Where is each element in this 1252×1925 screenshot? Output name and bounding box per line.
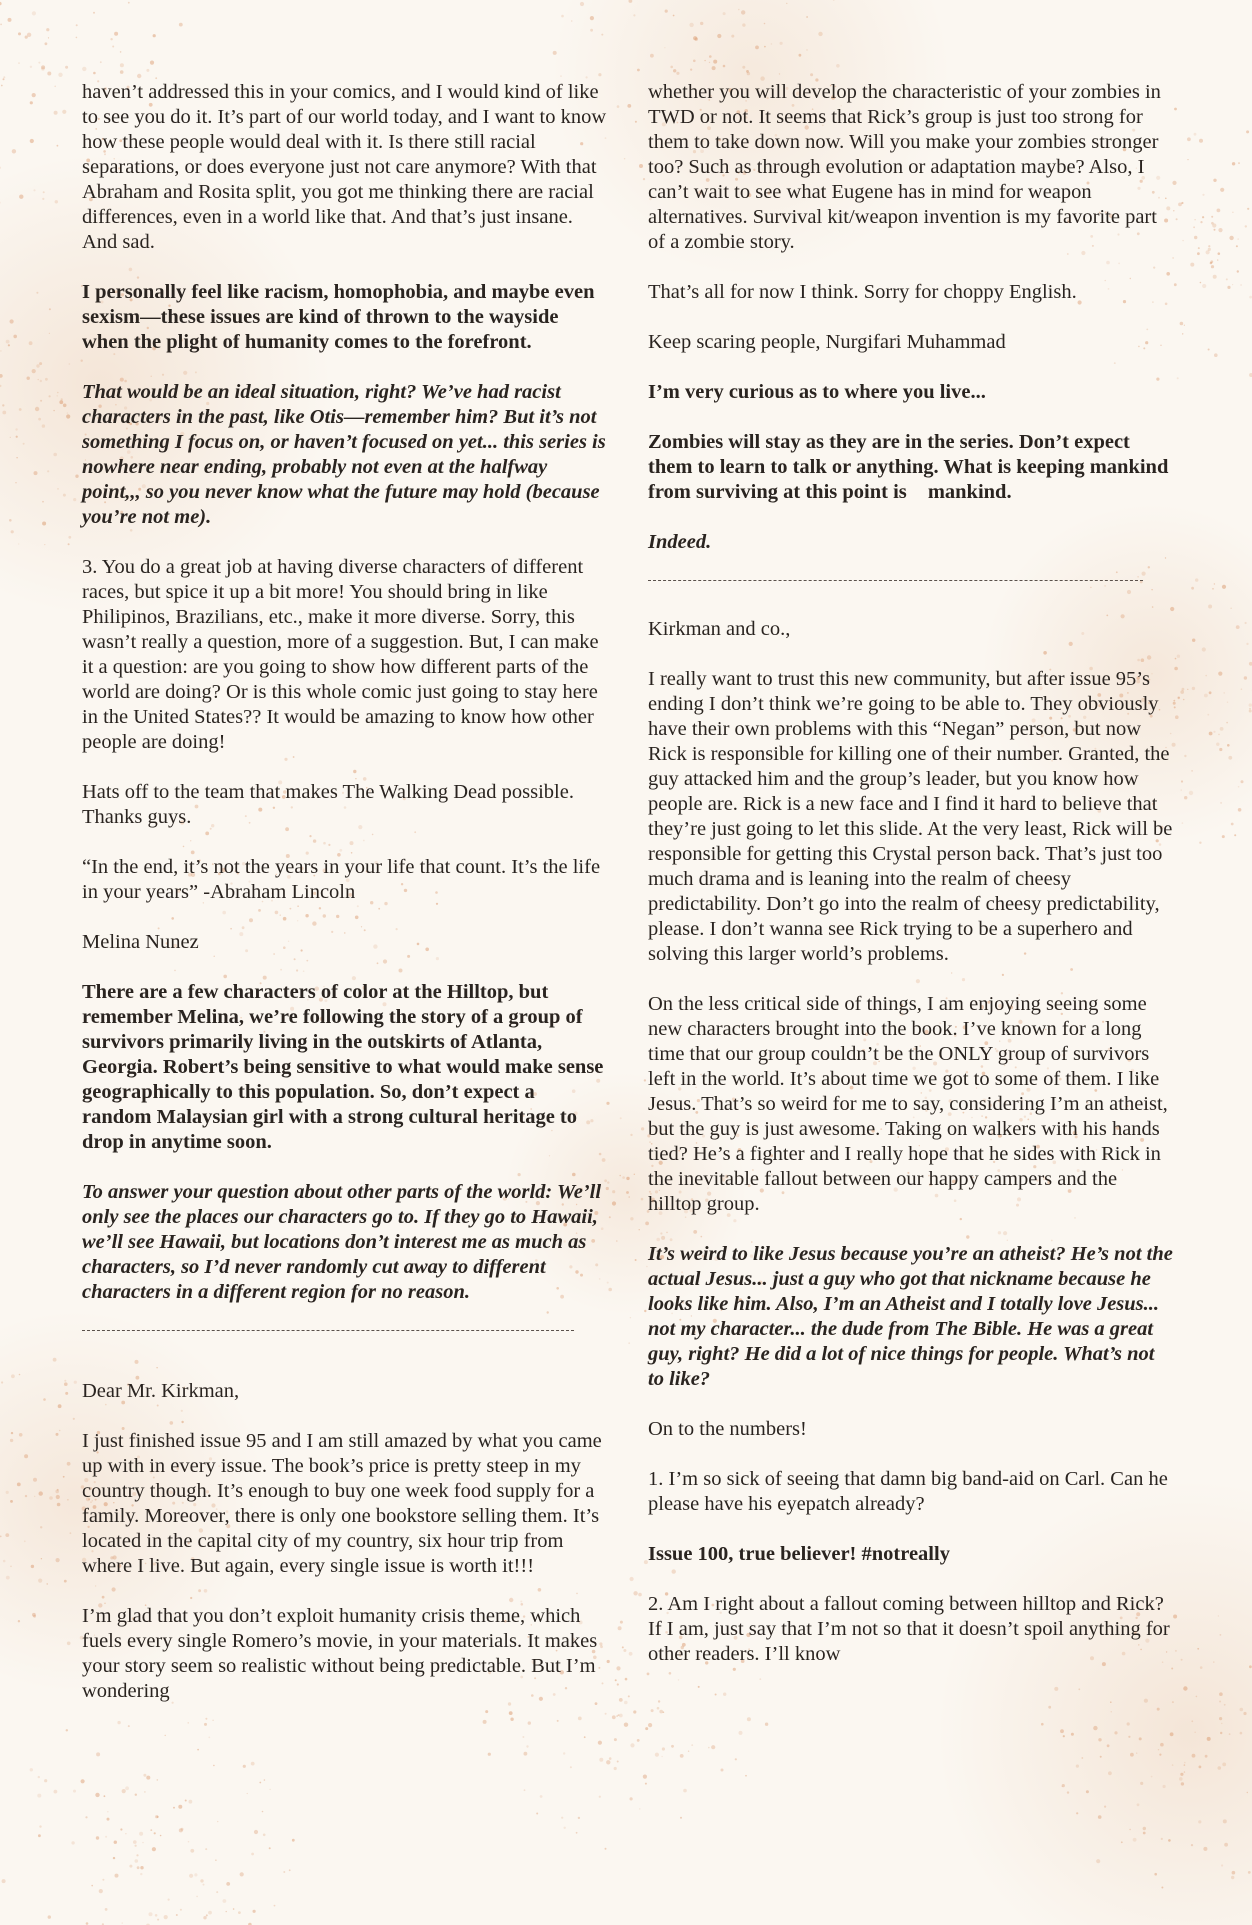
quote: “In the end, it’s not the years in your life that count. It’s the life in your years” -Abraham Lincoln — [82, 856, 601, 903]
editor-reply-italic: To answer your question about other parts of the world: We’ll only see the places our characters go to. If they go to Hawaii, we’ll see Hawaii, but locations don’t interest me as much as characters, so I’d never randomly cut away to different characters in a different region for no reason. — [82, 1181, 602, 1303]
letter-paragraph: 2. Am I right about a fallout coming between hilltop and Rick? If I am, just say that I’m not so that it doesn’t spoil anything for other readers. I’ll know — [648, 1593, 1170, 1665]
editor-reply-bold: I’m very curious as to where you live... — [648, 381, 986, 403]
letter-divider — [648, 580, 1143, 581]
letter-paragraph: On to the numbers! — [648, 1418, 807, 1440]
letter-divider — [82, 1330, 574, 1331]
letter-paragraph: That’s all for now I think. Sorry for choppy English. — [648, 281, 1077, 303]
editor-reply-bold: Issue 100, true believer! #notreally — [648, 1543, 950, 1565]
letter-paragraph: I really want to trust this new community, but after issue 95’s ending I don’t think we’re going to be able to. They obviously have their own problems with this “Negan” person, but now Rick is responsible for killing one of their number. Granted, the guy attacked him and the group’s leader, but you know how people are. Rick is a new face and I find it hard to believe that they’re just going to let this slide. At the very least, Rick will be responsible for getting this Crystal person back. That’s just too much drama and is leaning into the realm of cheesy predictability. Don’t go into the realm of cheesy predictability, please. I don’t wanna see Rick trying to be a superhero and solving this larger world’s problems. — [648, 668, 1173, 965]
letter-paragraph: On the less critical side of things, I am enjoying seeing some new characters brought into the book. I’ve known for a long time that our group couldn’t be the ONLY group of survivors left in the world. It’s about time we got to some of them. I like Jesus. That’s so weird for me to say, considering I’m an atheist, but the guy is just awesome. Taking on walkers with his hands tied? He’s a fighter and I really hope that he sides with Rick in the inevitable fallout between our happy campers and the hilltop group. — [648, 993, 1168, 1215]
right-column — [648, 80, 1173, 1692]
letter-paragraph: 3. You do a great job at having diverse characters of different races, but spice it up a bit more! You should bring in like Philipinos, Brazilians, etc., make it more diverse. Sorry, this wasn’t really a question, more of a suggestion. But, I can make it a question: are you going to show how different parts of the world are doing? Or is this whole comic just going to stay here in the United States?? It would be amazing to know how other people are doing! — [82, 556, 599, 753]
left-column — [82, 80, 607, 1729]
editor-reply-bold: There are a few characters of color at the Hilltop, but remember Melina, we’re following the story of a group of survivors primarily living in the outskirts of Atlanta, Georgia. Robert’s being sensitive to what would make sense geographically to this population. So, don’t expect a random Malaysian girl with a strong cultural heritage to drop in anytime soon. — [82, 981, 604, 1153]
letter-paragraph: Hats off to the team that makes The Walking Dead possible. Thanks guys. — [82, 781, 574, 828]
editor-reply-bold: I personally feel like racism, homophobia, and maybe even sexism—these issues are kind of thrown to the wayside when the plight of humanity comes to the forefront. — [82, 281, 595, 353]
editor-reply-italic: Indeed. — [648, 531, 712, 553]
editor-reply-bold: Zombies will stay as they are in the series. Don’t expect them to learn to talk or anything. What is keeping mankind from surviving at this point is  mankind. — [648, 431, 1169, 503]
letter-signature: Melina Nunez — [82, 931, 199, 953]
letter-signature: Keep scaring people, Nurgifari Muhammad — [648, 331, 1006, 353]
letter-paragraph: I just finished issue 95 and I am still amazed by what you came up with in every issue. The book’s price is pretty steep in my country though. It’s enough to buy one week food supply for a family. Moreover, there is only one bookstore selling them. It’s located in the capital city of my country, six hour trip from where I live. But again, every single issue is worth it!!! — [82, 1430, 602, 1577]
letter-greeting: Kirkman and co., — [648, 618, 791, 640]
letter-paragraph: whether you will develop the characteristic of your zombies in TWD or not. It seems that Rick’s group is just too strong for them to take down now. Will you make your zombies stronger too? Such as through evolution or adaptation maybe? Also, I can’t wait to see what Eugene has in mind for weapon alternatives. Survival kit/weapon invention is my favorite part of a zombie story. — [648, 81, 1161, 253]
editor-reply-italic: It’s weird to like Jesus because you’re an atheist? He’s not the actual Jesus... just a guy who got that nickname because he looks like him. Also, I’m an Atheist and I totally love Jesus... not my character... the dude from The Bible. He was a great guy, right? He did a lot of nice things for people. What’s not to like? — [648, 1243, 1173, 1390]
letter-paragraph: 1. I’m so sick of seeing that damn big band-aid on Carl. Can he please have his eyepatch already? — [648, 1468, 1168, 1515]
editor-reply-italic: That would be an ideal situation, right? We’ve had racist characters in the past, like Otis—remember him? But it’s not something I focus on, or haven’t focused on yet... this series is nowhere near ending, probably not even at the halfway point,,, so you never know what the future may hold (because you’re not me). — [82, 381, 606, 528]
letter-paragraph: I’m glad that you don’t exploit humanity crisis theme, which fuels every single Romero’s movie, in your materials. It makes your story seem so realistic without being predictable. But I’m wondering — [82, 1605, 598, 1702]
letter-greeting: Dear Mr. Kirkman, — [82, 1380, 240, 1402]
letter-paragraph: haven’t addressed this in your comics, and I would kind of like to see you do it. It’s part of our world today, and I want to know how these people would deal with it. Is there still racial separations, or does everyone just not care anymore? With that Abraham and Rosita split, you got me thinking there are racial differences, even in a world like that. And that’s just insane. And sad. — [82, 81, 607, 253]
